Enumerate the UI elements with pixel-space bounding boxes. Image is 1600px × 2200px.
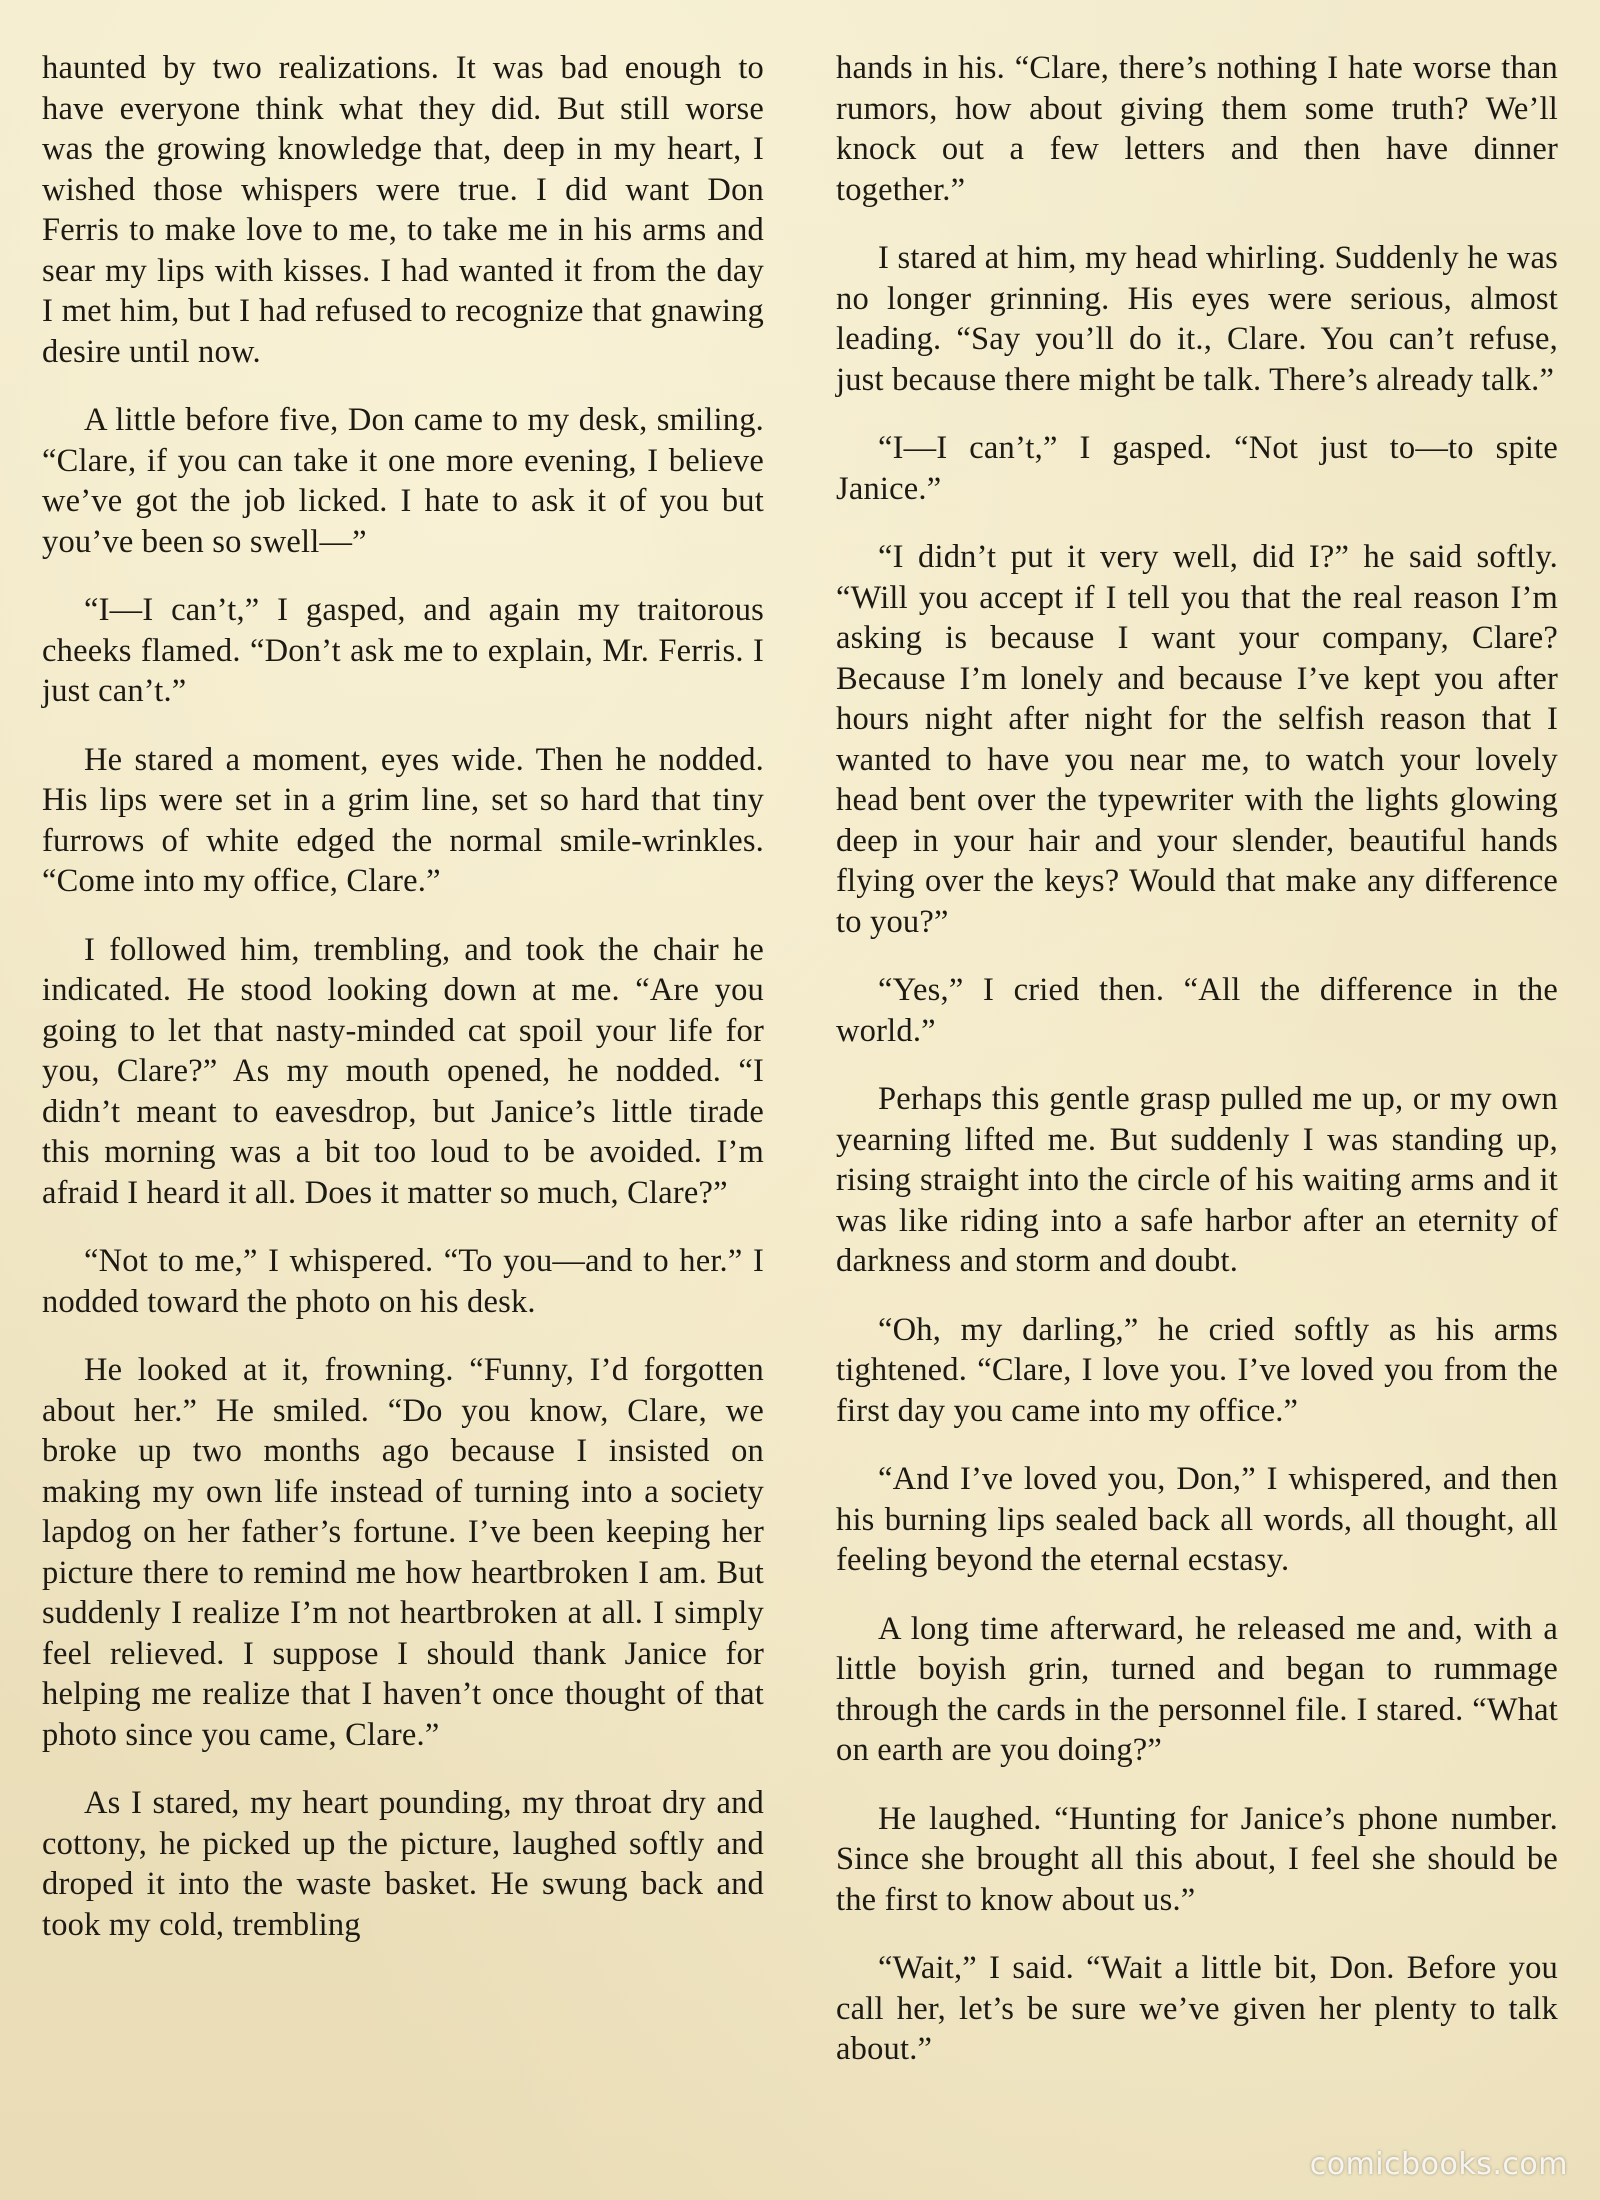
paragraph: I followed him, trembling, and took the chair he indicated. He stood looking down at me. “Are you going to let that nasty-minded cat spoil your life for you, Clare?” As my mouth opened, he nodded. “I didn’t meant to eavesdrop, but Janice’s little tirade this morning was a bit too loud to be avoided. I’m afraid I heard it all. Does it matter so much, Clare?” bbox=[42, 931, 764, 1211]
paragraph: hands in his. “Clare, there’s nothing I hate worse than rumors, how about giving them some truth? We’ll knock out a few letters and then have dinner together.” bbox=[836, 50, 1558, 208]
paragraph: “Wait,” I said. “Wait a little bit, Don. Before you call her, let’s be sure we’ve given her plenty to talk about.” bbox=[836, 1950, 1558, 2067]
paragraph: As I stared, my heart pounding, my throat dry and cottony, he picked up the picture, laughed softly and droped it into the waste basket. He swung back and took my cold, trembling bbox=[42, 1785, 764, 1943]
paragraph: A long time afterward, he released me and, with a little boyish grin, turned and began to rummage through the cards in the personnel file. I stared. “What on earth are you doing?” bbox=[836, 1610, 1558, 1768]
paragraph: “Oh, my darling,” he cried softly as his arms tightened. “Clare, I love you. I’ve loved you from the first day you came into my office.” bbox=[836, 1311, 1558, 1429]
paragraph: I stared at him, my head whirling. Suddenly he was no longer grinning. His eyes were serious, almost leading. “Say you’ll do it., Clare. You can’t refuse, just because there might be talk. There’s already talk.” bbox=[836, 240, 1558, 398]
paragraph: “And I’ve loved you, Don,” I whispered, and then his burning lips sealed back all words, all thought, all feeling beyond the eternal ecstasy. bbox=[836, 1461, 1558, 1578]
paragraph: A little before five, Don came to my desk, smiling. “Clare, if you can take it one more evening, I believe we’ve got the job licked. I hate to ask it of you but you’ve been so swell—” bbox=[42, 402, 764, 560]
paragraph: “Not to me,” I whispered. “To you—and to her.” I nodded toward the photo on his desk. bbox=[42, 1243, 764, 1320]
paragraph: He laughed. “Hunting for Janice’s phone number. Since she brought all this about, I feel she should be the first to know about us.” bbox=[836, 1800, 1558, 1918]
paragraph: He stared a moment, eyes wide. Then he nodded. His lips were set in a grim line, set so hard that tiny furrows of white edged the normal smile-wrinkles. “Come into my office, Clare.” bbox=[42, 741, 764, 899]
left-text-column bbox=[42, 48, 764, 1973]
paragraph: “I—I can’t,” I gasped, and again my traitorous cheeks flamed. “Don’t ask me to explain, Mr. Ferris. I just can’t.” bbox=[42, 592, 764, 709]
paragraph: haunted by two realizations. It was bad enough to have everyone think what they did. But still worse was the growing knowledge that, deep in my heart, I wished those whispers were true. I did want Don Ferris to make love to me, to take me in his arms and sear my lips with kisses. I had wanted it from the day I met him, but I had refused to recognize that gnawing desire until now. bbox=[42, 50, 764, 370]
paragraph: “I didn’t put it very well, did I?” he said softly. “Will you accept if I tell you that the real reason I’m asking is because I want your company, Clare? Because I’m lonely and because I’ve kept you after hours night after night for the selfish reason that I wanted to have you near me, to watch your lovely head bent over the typewriter with the lights glowing deep in your hair and your slender, beautiful hands flying over the keys? Would that make any difference to you?” bbox=[836, 539, 1558, 940]
right-text-column bbox=[836, 48, 1558, 2098]
watermark: comicbooks.com bbox=[1309, 2147, 1568, 2182]
paragraph: He looked at it, frowning. “Funny, I’d forgotten about her.” He smiled. “Do you know, Clare, we broke up two months ago because I insisted on making my own life instead of turning into a society lapdog on her father’s fortune. I’ve been keeping her picture there to remind me how heartbroken I am. But suddenly I realize I’m not heartbroken at all. I simply feel relieved. I suppose I should thank Janice for helping me realize that I haven’t once thought of that photo since you came, Clare.” bbox=[42, 1352, 764, 1753]
paragraph: “I—I can’t,” I gasped. “Not just to—to spite Janice.” bbox=[836, 430, 1558, 507]
paragraph: Perhaps this gentle grasp pulled me up, or my own yearning lifted me. But suddenly I was standing up, rising straight into the circle of his waiting arms and it was like riding into a safe harbor after an eternity of darkness and storm and doubt. bbox=[836, 1081, 1558, 1279]
paragraph: “Yes,” I cried then. “All the difference in the world.” bbox=[836, 972, 1558, 1049]
